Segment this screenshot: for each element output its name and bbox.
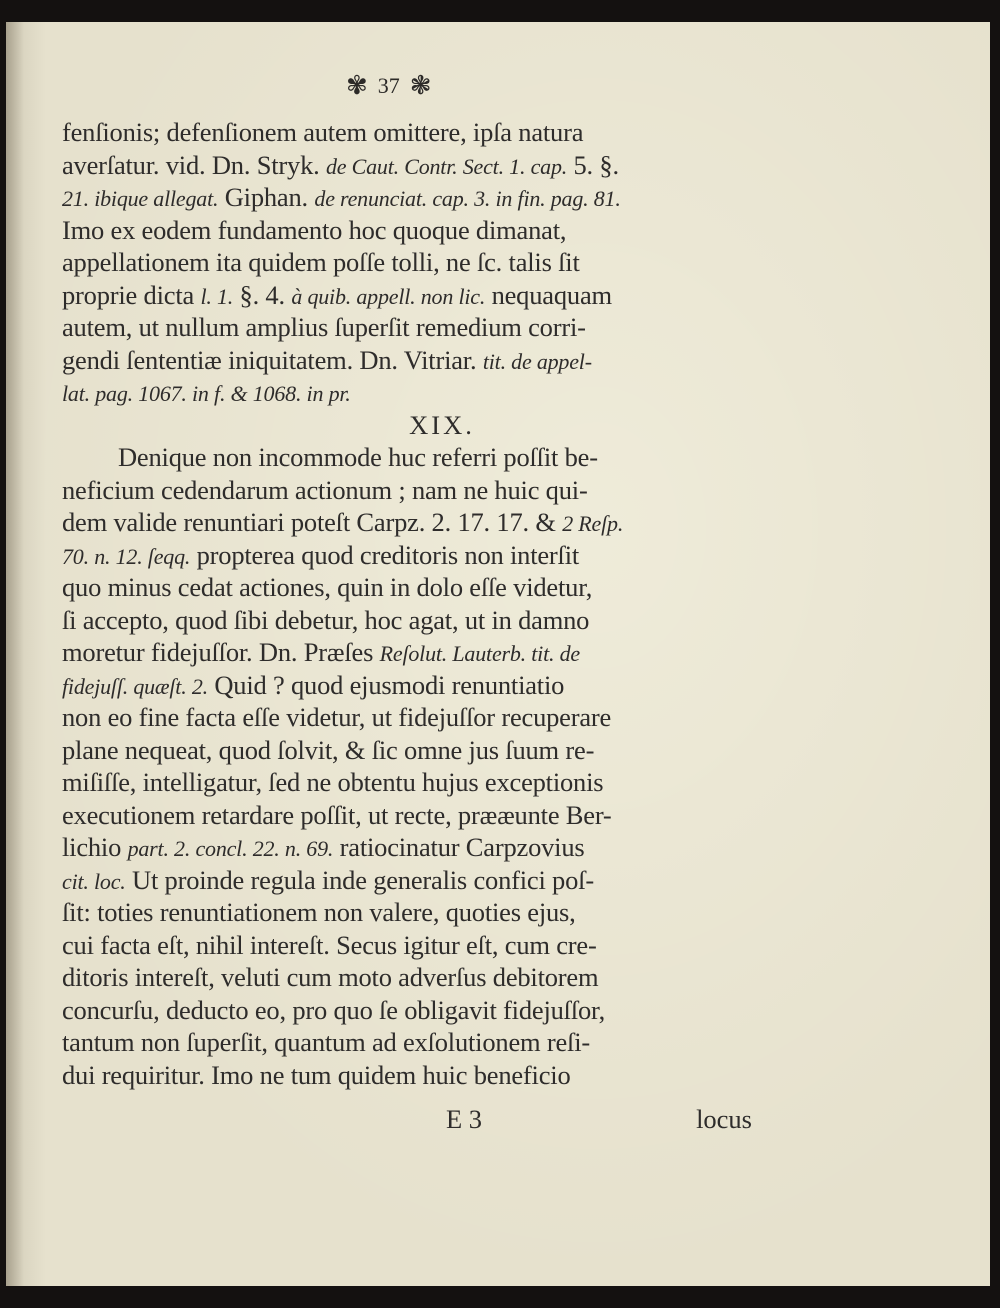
text-segment: propterea quod creditoris non interſit (190, 539, 580, 570)
italic-citation: Reſolut. Lauterb. tit. de (379, 641, 580, 666)
italic-citation: 70. n. 12. ſeqq. (62, 543, 191, 569)
text-line (62, 116, 762, 149)
text-line (62, 799, 762, 832)
text-segment: nequaquam (485, 279, 612, 310)
text-line (62, 669, 762, 702)
text-segment: plane nequeat, quod ſolvit, & ſic omne jus ſuum re- (62, 734, 595, 765)
text-segment: neficium cedendarum actionum ; nam ne huic qui- (62, 474, 588, 505)
italic-citation: part. 2. concl. 22. n. 69. (127, 836, 334, 861)
text-line (62, 636, 762, 669)
text-segment: ratiocinatur Carpzovius (333, 832, 585, 862)
text-segment: Giphan. (218, 182, 315, 212)
text-line (62, 279, 762, 312)
text-segment: executionem retardare poſſit, ut recte, prææunte Ber- (62, 799, 612, 830)
text-line (62, 474, 762, 507)
text-line (62, 539, 762, 572)
text-line (62, 701, 762, 734)
text-segment: moretur fidejuſſor. Dn. Præſes (62, 637, 380, 667)
text-segment: non eo fine facta eſſe videtur, ut fidejuſſor recuperare (62, 702, 612, 732)
text-segment: miſiſſe, intelligatur, ſed ne obtentu hujus exceptionis (62, 767, 604, 797)
text-segment: Denique non incommode huc referri poſſit be- (118, 442, 598, 472)
text-segment: concurſu, deducto eo, pro quo ſe obligavit fidejuſſor, (62, 994, 606, 1025)
ornament-left-icon: ✾ (346, 71, 368, 101)
text-segment: XIX. (409, 409, 475, 440)
signature-mark: E 3 (446, 1104, 483, 1134)
italic-citation: 2 Reſp. (562, 511, 624, 536)
text-line (62, 214, 762, 247)
text-segment: Quid ? quod ejusmodi renuntiatio (207, 669, 565, 700)
text-segment: Imo ex eodem fundamento hoc quoque dimanat, (62, 214, 567, 245)
book-page (6, 22, 990, 1286)
italic-citation: à quib. appell. non lic. (291, 283, 486, 309)
text-segment: lichio (62, 832, 128, 862)
text-line (62, 149, 762, 182)
text-segment: fenſionis; defenſionem autem omittere, ipſa natura (62, 117, 584, 147)
italic-citation: l. 1. (200, 283, 234, 309)
text-segment: gendi ſententiæ iniquitatem. Dn. Vitriar. (62, 344, 483, 375)
italic-citation: lat. pag. 1067. in f. & 1068. in pr. (62, 381, 351, 406)
italic-citation: de renunciat. cap. 3. in fin. pag. 81. (314, 186, 621, 211)
text-line (62, 376, 762, 409)
text-line (62, 246, 762, 279)
text-line (62, 344, 762, 377)
text-segment: 5. §. (567, 149, 619, 180)
italic-citation: fidejuſſ. quæſt. 2. (62, 673, 208, 699)
text-segment: dui requiritur. Imo ne tum quidem huic beneficio (62, 1059, 571, 1090)
text-line (62, 181, 762, 214)
text-line (62, 441, 762, 474)
text-line (62, 571, 762, 604)
text-segment: cui facta eſt, nihil intereſt. Secus igitur eſt, cum cre- (62, 929, 597, 960)
text-line (62, 831, 762, 864)
text-line (62, 929, 762, 962)
catchword: locus (696, 1104, 752, 1134)
italic-citation: tit. de appel- (482, 348, 592, 374)
text-line (62, 994, 762, 1027)
gutter-shadow (6, 22, 24, 1286)
text-line (62, 311, 762, 344)
text-line (62, 604, 762, 637)
italic-citation: de Caut. Contr. Sect. 1. cap. (325, 153, 568, 179)
section-heading (62, 409, 762, 442)
italic-citation: cit. loc. (62, 868, 126, 894)
body-text (62, 116, 762, 1091)
text-line (62, 1059, 762, 1092)
italic-citation: 21. ibique allegat. (62, 186, 219, 211)
text-segment: tantum non ſuperſit, quantum ad exſolutionem reſi- (62, 1027, 590, 1057)
ornament-right-icon: ❃ (409, 71, 432, 101)
text-segment: dem valide renuntiari poteſt Carpz. 2. 17. 17. & (62, 507, 563, 537)
text-line (62, 864, 762, 897)
text-segment: autem, ut nullum amplius ſuperſit remedium corri- (62, 312, 586, 342)
text-segment: quo minus cedat actiones, quin in dolo eſſe videtur, (62, 572, 593, 602)
text-line (62, 961, 762, 994)
text-segment: ſit: toties renuntiationem non valere, quoties ejus, (62, 897, 576, 927)
text-segment: Ut proinde regula inde generalis confici poſ- (125, 864, 594, 895)
text-segment: appellationem ita quidem poſſe tolli, ne ſc. talis ſit (62, 247, 580, 277)
text-segment: averſatur. vid. Dn. Stryk. (62, 149, 326, 180)
page-number: 37 (377, 73, 400, 98)
text-segment: ſi accepto, quod ſibi debetur, hoc agat, ut in damno (62, 604, 590, 635)
catchline (62, 1104, 752, 1138)
text-line (62, 766, 762, 799)
text-line (62, 1026, 762, 1059)
text-line (62, 734, 762, 767)
text-line (62, 896, 762, 929)
text-segment: proprie dicta (62, 279, 201, 310)
page-header (346, 66, 432, 106)
text-line (62, 506, 762, 539)
text-segment: ditoris intereſt, veluti cum moto adverſus debitorem (62, 962, 599, 992)
text-segment: §. 4. (233, 279, 292, 310)
